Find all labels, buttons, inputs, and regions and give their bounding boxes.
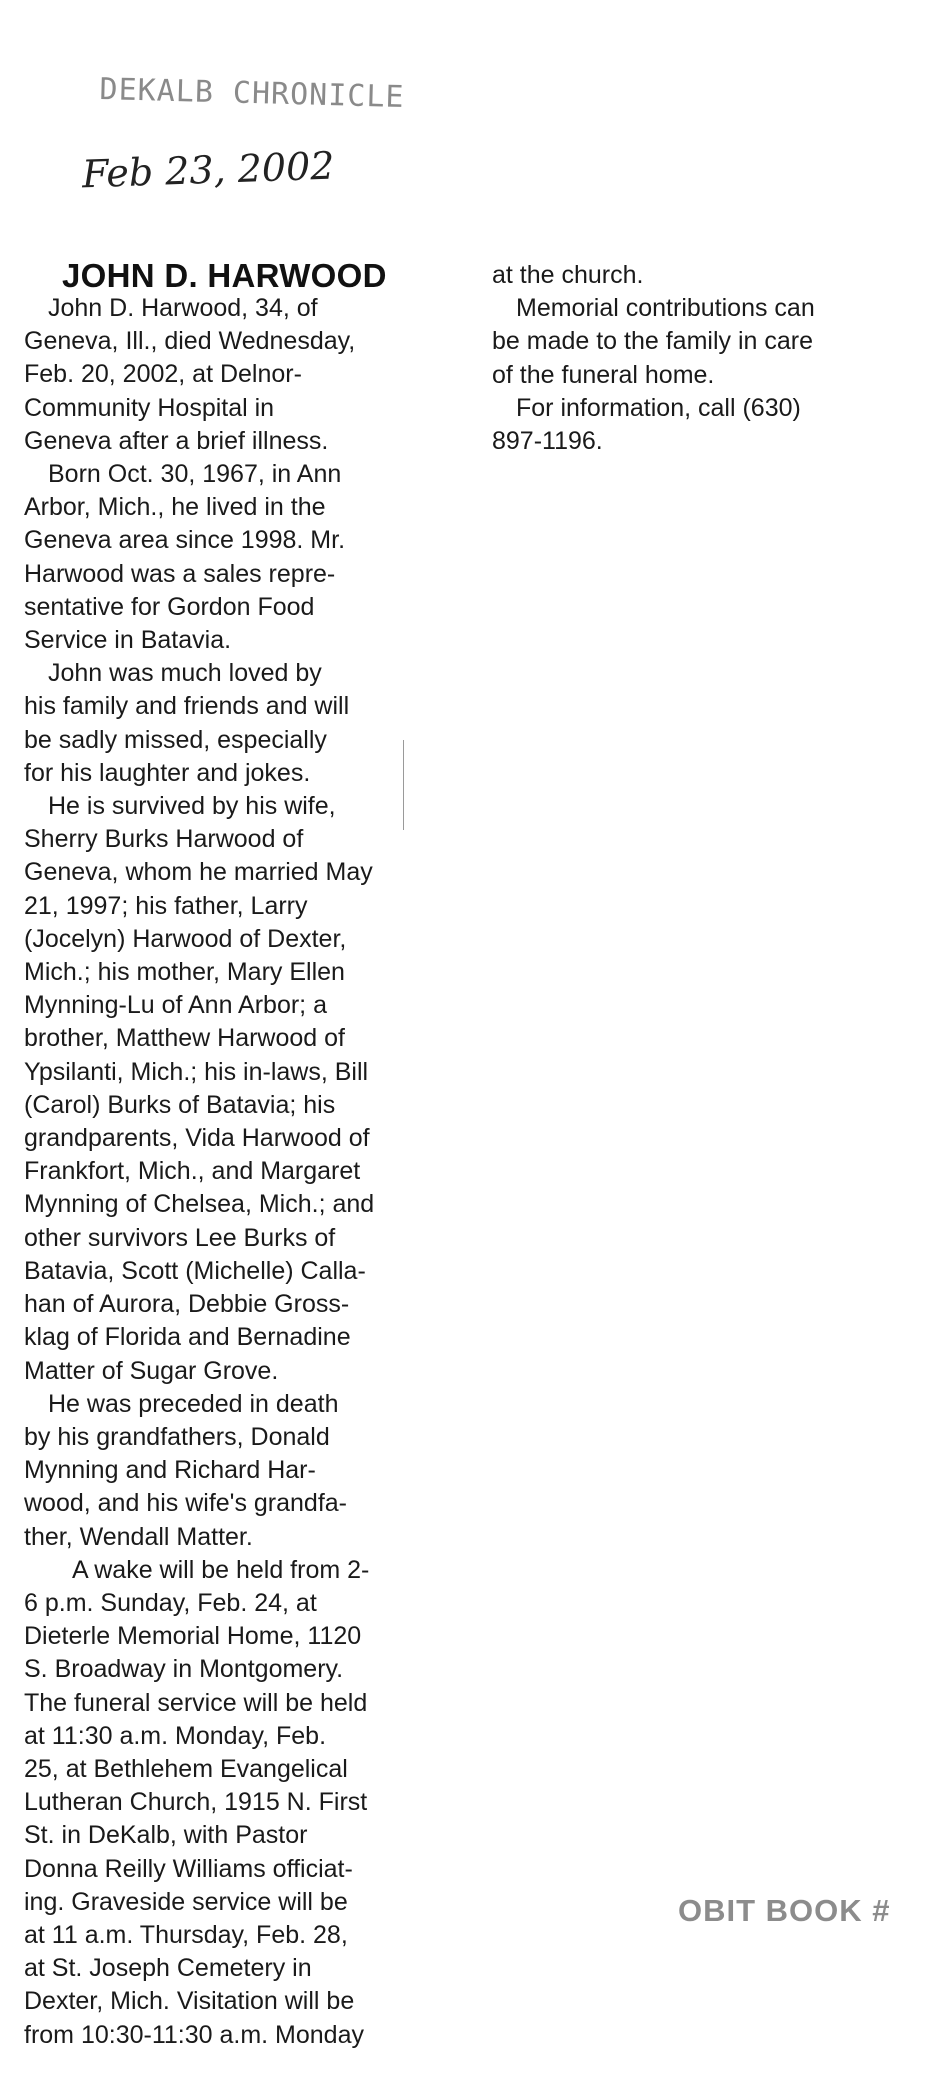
article-text-line: of the funeral home.	[492, 360, 715, 389]
article-text-line: Harwood was a sales repre-	[24, 559, 336, 588]
article-text-line: 21, 1997; his father, Larry	[24, 891, 308, 920]
article-text-line: at 11:30 a.m. Monday, Feb.	[24, 1721, 327, 1750]
article-text-line: 6 p.m. Sunday, Feb. 24, at	[24, 1588, 317, 1617]
article-text-line: Geneva, Ill., died Wednesday,	[24, 327, 356, 356]
handwritten-date: Feb 23, 2002	[81, 143, 336, 197]
article-text-line: S. Broadway in Montgomery.	[24, 1655, 344, 1684]
article-text-line: Dexter, Mich. Visitation will be	[24, 1987, 355, 2016]
article-text-line: Geneva area since 1998. Mr.	[24, 526, 346, 555]
article-text-line: ther, Wendall Matter.	[24, 1522, 253, 1551]
article-text-line: klag of Florida and Bernadine	[24, 1323, 351, 1352]
article-text-line: other survivors Lee Burks of	[24, 1223, 336, 1252]
article-text-line: be sadly missed, especially	[24, 725, 327, 754]
obit-book-stamp: OBIT BOOK #	[678, 1893, 891, 1928]
article-text-line: ing. Graveside service will be	[24, 1887, 348, 1916]
article-text-line: Frankfort, Mich., and Margaret	[24, 1157, 361, 1186]
column-rule	[403, 740, 404, 830]
newspaper-name-stamp: DEKALB CHRONICLE	[99, 72, 405, 115]
article-text-line: He is survived by his wife,	[48, 792, 336, 821]
article-text-line: (Jocelyn) Harwood of Dexter,	[24, 924, 347, 953]
article-text-line: Matter of Sugar Grove.	[24, 1356, 279, 1385]
article-text-line: Geneva, whom he married May	[24, 858, 373, 887]
article-text-line: Community Hospital in	[24, 393, 275, 422]
article-text-line: at St. Joseph Cemetery in	[24, 1954, 312, 1983]
article-text-line: at the church.	[492, 261, 644, 289]
article-text-line: Mynning of Chelsea, Mich.; and	[24, 1190, 375, 1219]
article-text-line: Sherry Burks Harwood of	[24, 825, 304, 854]
article-text-line: from 10:30-11:30 a.m. Monday	[24, 2020, 364, 2049]
article-text-line: A wake will be held from 2-	[72, 1555, 370, 1584]
article-text-line: Ypsilanti, Mich.; his in-laws, Bill	[24, 1057, 369, 1086]
article-text-line: Mynning and Richard Har-	[24, 1456, 316, 1485]
article-text-line: wood, and his wife's grandfa-	[24, 1489, 348, 1518]
article-text-line: Dieterle Memorial Home, 1120	[24, 1622, 362, 1651]
article-text-line: (Carol) Burks of Batavia; his	[24, 1090, 336, 1119]
article-text-line: grandparents, Vida Harwood of	[24, 1124, 370, 1153]
article-text-line: For information, call (630)	[516, 393, 801, 422]
article-text-line: Donna Reilly Williams officiat-	[24, 1854, 353, 1883]
article-text-line: Batavia, Scott (Michelle) Calla-	[24, 1256, 366, 1285]
article-text-line: Born Oct. 30, 1967, in Ann	[48, 460, 342, 489]
article-text-line: Service in Batavia.	[24, 626, 232, 655]
article-text-line: brother, Matthew Harwood of	[24, 1024, 345, 1053]
article-text-line: John D. Harwood, 34, of	[48, 294, 318, 322]
article-text-line: be made to the family in care	[492, 327, 813, 356]
article-text-line: by his grandfathers, Donald	[24, 1422, 330, 1451]
article-text-line: 897-1196.	[492, 427, 603, 456]
article-text-line: 25, at Bethlehem Evangelical	[24, 1754, 348, 1783]
article-text-line: sentative for Gordon Food	[24, 592, 315, 621]
article-text-line: John was much loved by	[48, 659, 322, 688]
article-right-column	[492, 259, 872, 458]
article-text-line: St. in DeKalb, with Pastor	[24, 1821, 308, 1850]
article-text-line: Feb. 20, 2002, at Delnor-	[24, 360, 302, 389]
article-text-line: Memorial contributions can	[516, 294, 815, 323]
obituary-heading: JOHN D. HARWOOD	[62, 257, 387, 294]
article-text-line: for his laughter and jokes.	[24, 758, 311, 787]
article-text-line: He was preceded in death	[48, 1389, 339, 1418]
article-left-column	[24, 292, 404, 2052]
article-text-line: The funeral service will be held	[24, 1688, 368, 1717]
article-text-line: Lutheran Church, 1915 N. First	[24, 1788, 368, 1817]
article-text-line: at 11 a.m. Thursday, Feb. 28,	[24, 1920, 348, 1949]
article-text-line: his family and friends and will	[24, 692, 350, 721]
article-text-line: Mynning-Lu of Ann Arbor; a	[24, 991, 327, 1020]
article-text-line: Mich.; his mother, Mary Ellen	[24, 958, 345, 987]
article-text-line: Geneva after a brief illness.	[24, 426, 329, 455]
article-text-line: han of Aurora, Debbie Gross-	[24, 1290, 350, 1319]
article-text-line: Arbor, Mich., he lived in the	[24, 493, 326, 522]
